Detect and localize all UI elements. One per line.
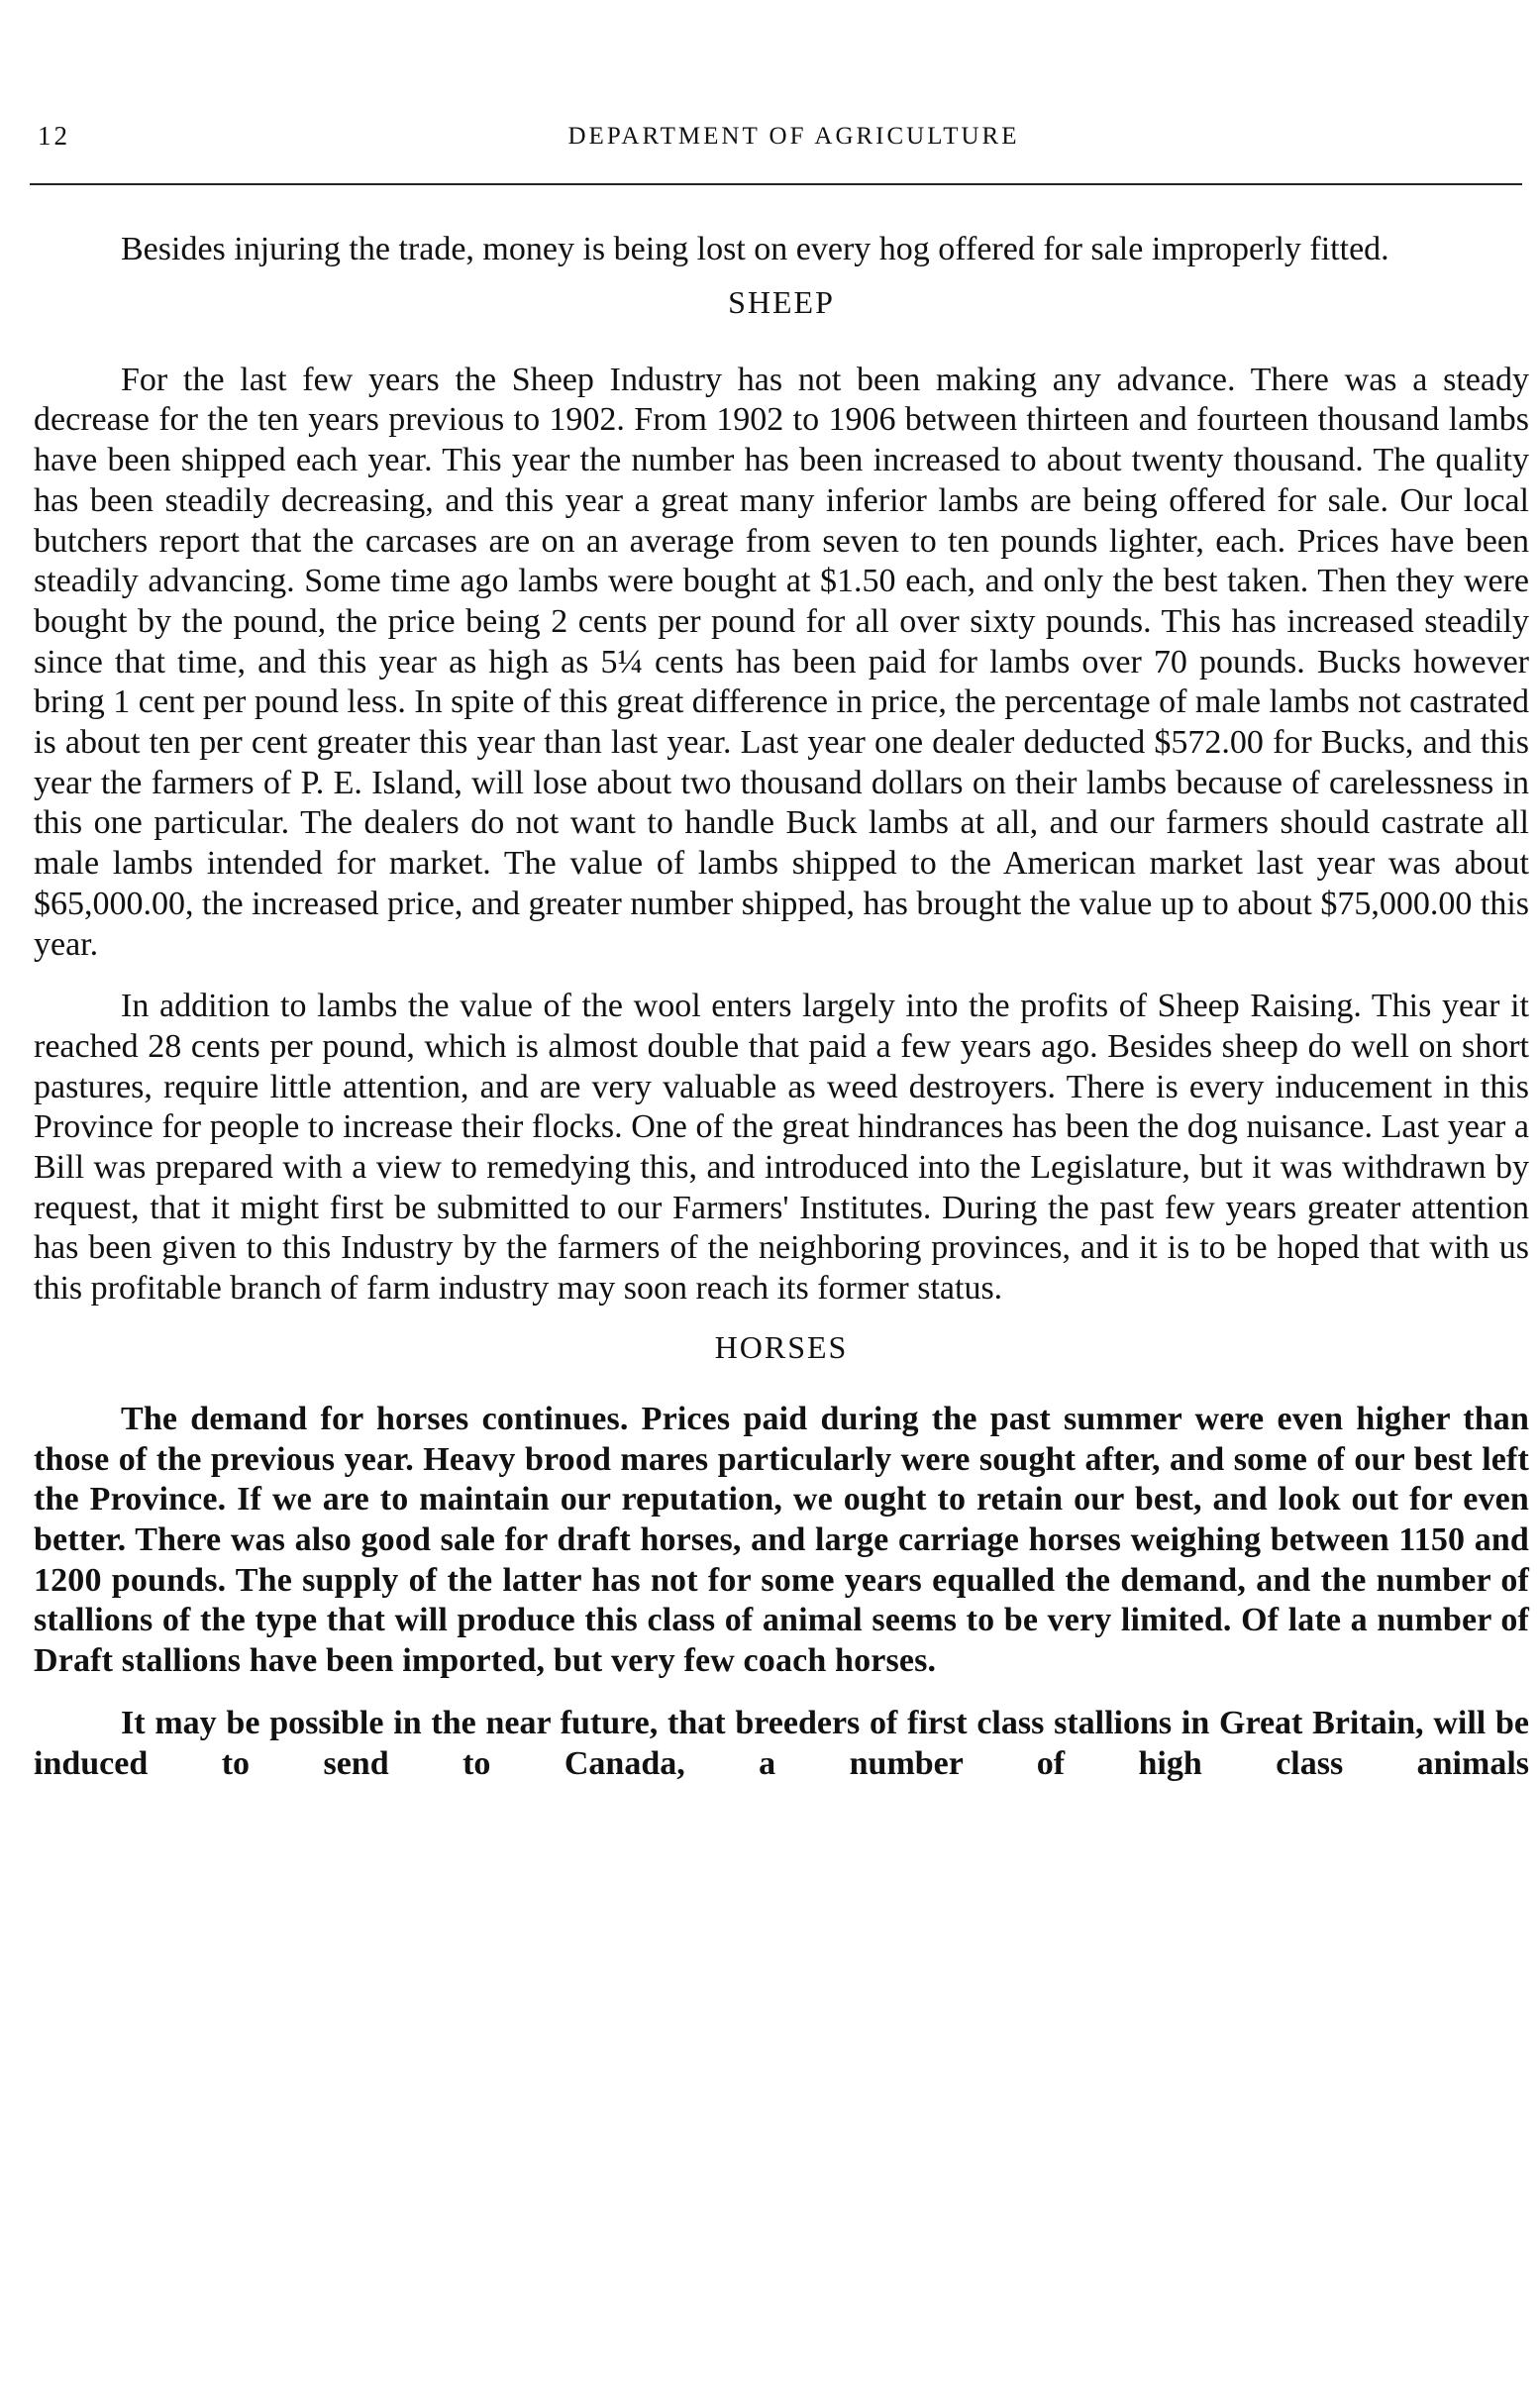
page-number: 12 bbox=[38, 121, 70, 151]
section-title-sheep: SHEEP bbox=[728, 283, 835, 320]
page-header bbox=[38, 117, 1520, 157]
page-body bbox=[34, 230, 1529, 1784]
horses-paragraph-2: It may be possible in the near future, that breeders of first class stallions in Great Britain, will be induced to send to Canada, a number of high class animals bbox=[34, 1704, 1529, 1782]
running-head: DEPARTMENT OF AGRICULTURE bbox=[567, 123, 1020, 150]
header-rule bbox=[30, 183, 1522, 185]
sheep-paragraph-2: In addition to lambs the value of the wool enters largely into the profits of Sheep Raising. This year it reached 28 cents per pound, which is almost double that paid a few years ago. Besides sheep do well on short pastures, require little attention, and are very valuable as weed destroyers. There is every inducement in this Province for people to increase their flocks. One of the great hindrances has been the dog nuisance. Last year a Bill was prepared with a view to remedying this, and introduced into the Legislature, but it was withdrawn by request, that it might first be submitted to our Farmers' Institutes. During the past few years greater attention has been given to this Industry by the farmers of the neighboring provinces, and it is to be hoped that with us this profitable branch of farm industry may soon reach its former status. bbox=[34, 988, 1529, 1308]
sheep-paragraph-1: For the last few years the Sheep Industry has not been making any advance. There was a steady decrease for the ten years previous to 1902. From 1902 to 1906 between thirteen and fourteen thousand lambs have been shipped each year. This year the number has been increased to about twenty thousand. The quality has been steadily decreasing, and this year a great many inferior lambs are being offered for sale. Our local butchers report that the carcases are on an average from seven to ten pounds lighter, each. Prices have been steadily advancing. Some time ago lambs were bought at $1.50 each, and only the best taken. Then they were bought by the pound, the price being 2 cents per pound for all over sixty pounds. This has increased steadily since that time, and this year as high as 5¼ cents has been paid for lambs over 70 pounds. Bucks however bring 1 cent per pound less. In spite of this great difference in price, the percentage of male lambs not castrated is about ten per cent greater this year than last year. Last year one dealer deducted $572.00 for Bucks, and this year the farmers of P. E. Island, will lose about two thousand dollars on their lambs because of carelessness in this one particular. The dealers do not want to handle Buck lambs at all, and our farmers should castrate all male lambs intended for market. The value of lambs shipped to the American market last year was about $65,000.00, the increased price, and greater number shipped, has brought the value up to about $75,000.00 this year. bbox=[34, 361, 1529, 963]
intro-paragraph: Besides injuring the trade, money is being lost on every hog offered for sale improperly fitted. bbox=[121, 231, 1389, 267]
section-title-horses: HORSES bbox=[714, 1328, 849, 1365]
horses-paragraph-1: The demand for horses continues. Prices paid during the past summer were even higher than those of the previous year. Heavy brood mares particularly were sought after, and some of our best left the Province. If we are to maintain our reputation, we ought to retain our best, and look out for even better. There was also good sale for draft horses, and large carriage horses weighing between 1150 and 1200 pounds. The supply of the latter has not for some years equalled the demand, and the number of stallions of the type that will produce this class of animal seems to be very limited. Of late a number of Draft stallions have been imported, but very few coach horses. bbox=[34, 1400, 1529, 1680]
